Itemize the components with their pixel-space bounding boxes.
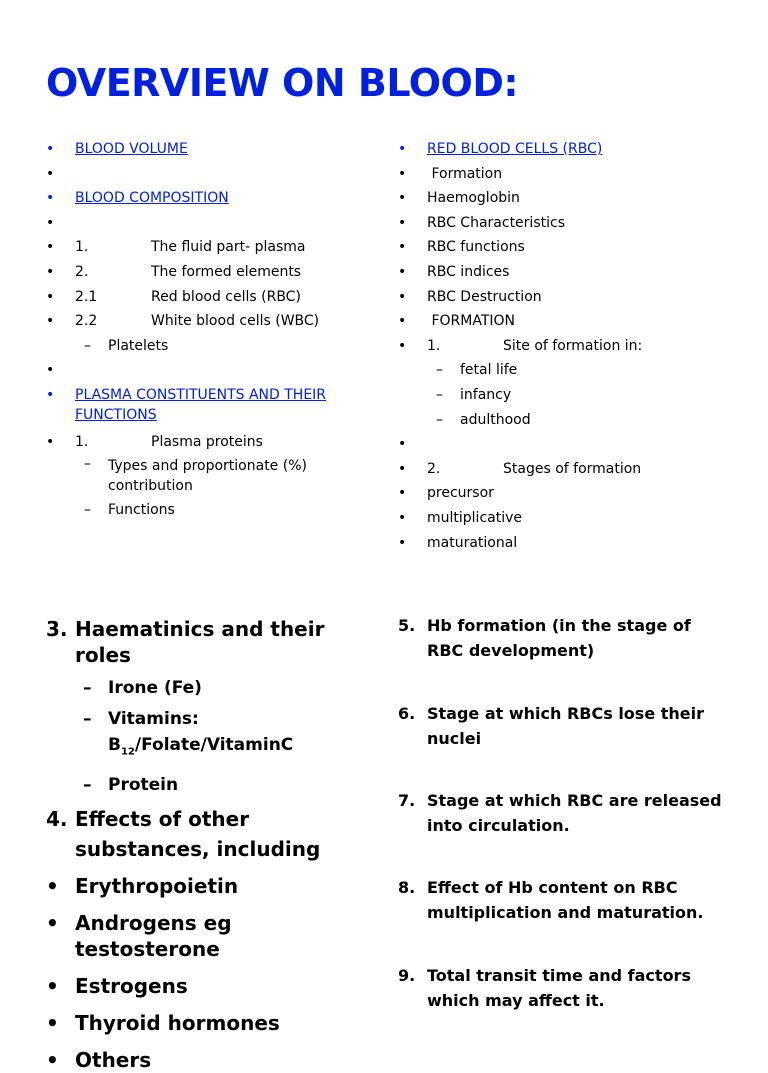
item-text: The formed elements — [151, 263, 302, 280]
item-number: 7. — [398, 791, 416, 810]
item-text: Others — [75, 1048, 152, 1073]
list-item — [46, 186, 346, 211]
bullet-item: • Estrogens — [46, 974, 188, 999]
list-item: • maturational — [398, 531, 728, 556]
sub-item: – infancy — [398, 383, 728, 408]
right-bottom-list — [398, 613, 728, 1013]
numbered-item — [398, 701, 728, 751]
item-text: Androgens eg testosterone — [75, 911, 232, 962]
item-text: Plasma proteins — [151, 433, 263, 450]
numbered-item — [46, 616, 376, 668]
item-text: Erythropoietin — [75, 874, 239, 899]
list-item: • RBC functions — [398, 235, 728, 260]
sub-item: – fetal life — [398, 358, 728, 383]
list-item-empty — [46, 211, 346, 236]
item-text: Stage at which RBC are released into circulation. — [427, 791, 722, 835]
list-item — [398, 137, 728, 162]
list-item: • RBC Characteristics — [398, 211, 728, 236]
rbc-heading-link[interactable]: RED BLOOD CELLS (RBC) — [427, 141, 603, 157]
sub-item: – Vitamins: $B_{12}/Folate$/VitaminC — [83, 709, 294, 758]
item-text: Stage at which RBCs lose their nuclei — [427, 704, 704, 748]
vitamin-list-text: /Folate/VitaminC — [134, 735, 294, 755]
item-number: 2. — [75, 263, 89, 280]
list-item — [46, 309, 346, 334]
list-item: • precursor — [398, 481, 728, 506]
bullet-item: • Others — [46, 1048, 152, 1073]
sub-item-text: Vitamins: — [108, 709, 199, 729]
item-number: 1. — [427, 337, 441, 354]
sub-item: – Irone (Fe) — [83, 678, 202, 698]
bullet-item: • Erythropoietin — [46, 874, 239, 899]
item-text: Effects of other substances, including — [75, 807, 321, 862]
item-text: Estrogens — [75, 974, 188, 999]
list-item-empty — [46, 162, 346, 187]
item-number: 2.1 — [75, 288, 98, 305]
item-text: The fluid part- plasma — [151, 239, 306, 256]
item-text: Haematinics and their roles — [75, 617, 325, 667]
sub-item-text: Irone (Fe) — [108, 678, 202, 698]
list-item: • RBC indices — [398, 260, 728, 285]
list-item-empty — [46, 358, 346, 383]
item-number: 1. — [75, 433, 89, 450]
item-number: 1. — [75, 239, 89, 256]
numbered-item — [398, 875, 728, 925]
item-text: Hb formation (in the stage of RBC development) — [427, 616, 691, 660]
left-outline — [46, 137, 346, 523]
blood-volume-link[interactable]: BLOOD VOLUME — [75, 141, 188, 157]
item-text: Site of formation in: — [503, 337, 643, 354]
sub-item: – Platelets — [46, 334, 346, 359]
sub-item: – Protein — [83, 775, 179, 796]
list-item — [46, 260, 346, 285]
list-item — [398, 334, 728, 359]
item-text: Stages of formation — [503, 460, 642, 477]
bullet-item: • Thyroid hormones — [46, 1011, 280, 1036]
sub-item: – Types and proportionate (%) contribution — [46, 454, 346, 498]
item-text: Total transit time and factors which may affect it. — [427, 966, 691, 1010]
numbered-item — [398, 613, 728, 663]
item-number: 6. — [398, 704, 416, 723]
numbered-item — [398, 963, 728, 1013]
list-item — [46, 383, 346, 430]
plasma-constituents-link[interactable]: PLASMA CONSTITUENTS AND THEIR FUNCTIONS — [75, 386, 327, 423]
item-number: 3. — [46, 617, 68, 641]
list-item — [46, 285, 346, 310]
list-item — [398, 457, 728, 482]
sub-item: – adulthood — [398, 408, 728, 433]
list-item: • RBC Destruction — [398, 285, 728, 310]
item-number: 2. — [427, 460, 441, 477]
blood-composition-link[interactable]: BLOOD COMPOSITION — [75, 190, 229, 207]
item-text: Red blood cells (RBC) — [151, 288, 301, 305]
item-number: 4. — [46, 807, 68, 832]
item-number: 9. — [398, 966, 416, 985]
list-item — [46, 137, 346, 162]
list-item: • Haemoglobin — [398, 186, 728, 211]
item-number: 5. — [398, 616, 416, 635]
item-number: 8. — [398, 878, 416, 897]
list-item — [46, 430, 346, 455]
list-item: • multiplicative — [398, 506, 728, 531]
item-number: 2.2 — [75, 313, 98, 330]
page-title: OVERVIEW ON BLOOD: — [46, 61, 519, 105]
right-outline — [398, 137, 728, 555]
item-text: White blood cells (WBC) — [151, 313, 320, 330]
sub-item-text: Protein — [108, 775, 179, 796]
item-text: Thyroid hormones — [75, 1011, 280, 1036]
item-text: Effect of Hb content on RBC multiplication and maturation. — [427, 878, 704, 922]
list-item: • FORMATION — [398, 309, 728, 334]
left-bottom-list — [46, 616, 376, 1073]
list-item: • Formation — [398, 162, 728, 187]
bullet-item: • Androgens eg testosterone — [46, 911, 232, 962]
b-vitamin-subscript: 12 — [120, 746, 135, 758]
list-item — [46, 235, 346, 260]
list-item-empty — [398, 432, 728, 457]
numbered-item — [398, 788, 728, 838]
b-vitamin-text: B — [108, 735, 121, 755]
numbered-item — [46, 804, 376, 864]
sub-item: – Functions — [46, 498, 346, 523]
